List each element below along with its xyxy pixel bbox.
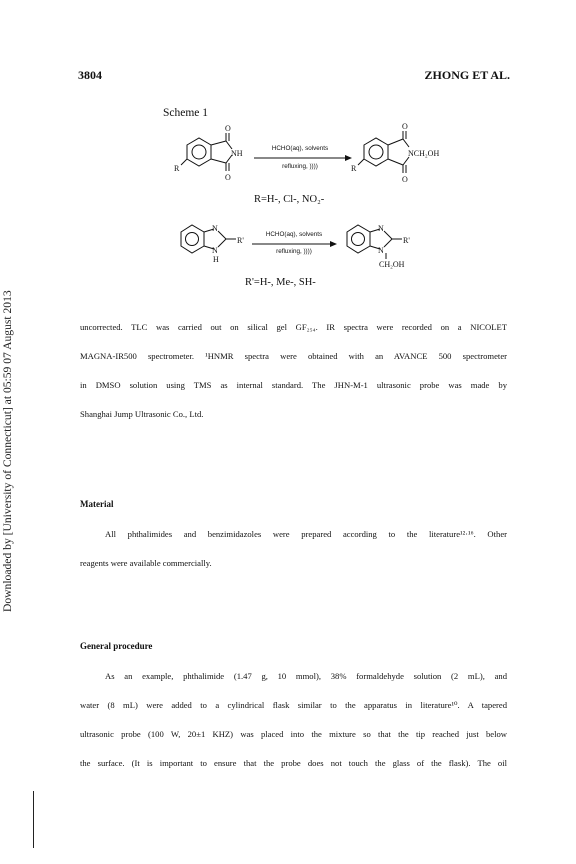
r1-product-o-top: O <box>402 122 408 131</box>
r2-arrow-conditions-top: HCHO(aq), solvents <box>265 231 323 238</box>
scheme-title: Scheme 1 <box>163 107 209 119</box>
r2-product-n-bottom: N <box>378 246 384 255</box>
r1-reactant-o-bottom: O <box>225 173 231 182</box>
general-procedure-heading: General procedure <box>80 641 153 651</box>
r2-reactant-h: H <box>213 255 219 264</box>
material-line-2: reagents were available commercially. <box>80 558 212 568</box>
r-prime-substituent-definition: R'=H-, Me-, SH- <box>245 277 316 288</box>
download-watermark-text: Downloaded by [University of Connecticut] at 05:59 07 August 2013 <box>1 290 14 612</box>
r2-reactant-r: R' <box>237 236 244 245</box>
r2-product-r: R' <box>403 236 410 245</box>
intro-line-1: uncorrected. TLC was carried out on silical gel GF₂₅₄. IR spectra were recorded on a NICOLET <box>80 322 507 332</box>
intro-line-4: Shanghai Jump Ultrasonic Co., Ltd. <box>80 409 204 419</box>
r1-reactant-r: R <box>174 164 180 173</box>
n-hydroxymethylphthalimide-structure <box>358 131 409 173</box>
r2-arrow-conditions-bottom: refluxing, )))) <box>276 248 312 255</box>
phthalimide-structure <box>181 133 232 171</box>
procedure-line-3: ultrasonic probe (100 W, 20±1 KHZ) was placed into the mixture so that the tip reached just below <box>80 729 507 739</box>
r2-reactant-n-bottom: N <box>212 246 218 255</box>
r1-reactant-o-top: O <box>225 124 231 133</box>
r1-product-r: R <box>351 164 357 173</box>
margin-rule <box>33 791 34 848</box>
page-number: 3804 <box>78 68 102 82</box>
r2-product-ch2oh: CH₂OH <box>379 260 405 269</box>
material-heading: Material <box>80 499 114 509</box>
benzimidazole-structure <box>181 225 236 253</box>
r1-product-nch2oh: NCH₂OH <box>408 149 440 158</box>
r2-reactant-n-top: N <box>212 224 218 233</box>
material-line-1: All phthalimides and benzimidazoles were prepared according to the literature¹²·¹⁶. Other <box>105 529 507 539</box>
r1-arrow-conditions-top: HCHO(aq), solvents <box>271 145 329 152</box>
procedure-line-2: water (8 mL) were added to a cylindrical flask similar to the apparatus in literature¹⁰. A tapered <box>80 700 507 710</box>
running-head: ZHONG ET AL. <box>424 68 510 82</box>
intro-line-3: in DMSO solution using TMS as internal standard. The JHN-M-1 ultrasonic probe was made by <box>80 380 507 390</box>
r2-product-n-top: N <box>378 224 384 233</box>
n-hydroxymethylbenzimidazole-structure <box>347 225 402 259</box>
procedure-line-1: As an example, phthalimide (1.47 g, 10 mmol), 38% formaldehyde solution (2 mL), and <box>105 671 507 681</box>
procedure-line-4: the surface. (It is important to ensure that the probe does not touch the glass of the flask). The oil <box>80 758 507 768</box>
r-substituent-definition: R=H-, Cl-, NO₂- <box>254 194 325 205</box>
intro-line-2: MAGNA-IR500 spectrometer. ¹HNMR spectra were obtained with an AVANCE 500 spectrometer <box>80 351 507 361</box>
reaction-scheme <box>0 0 576 300</box>
r1-reactant-nh: NH <box>231 149 243 158</box>
r1-arrow-conditions-bottom: refluxing, )))) <box>282 163 318 170</box>
r1-product-o-bottom: O <box>402 175 408 184</box>
